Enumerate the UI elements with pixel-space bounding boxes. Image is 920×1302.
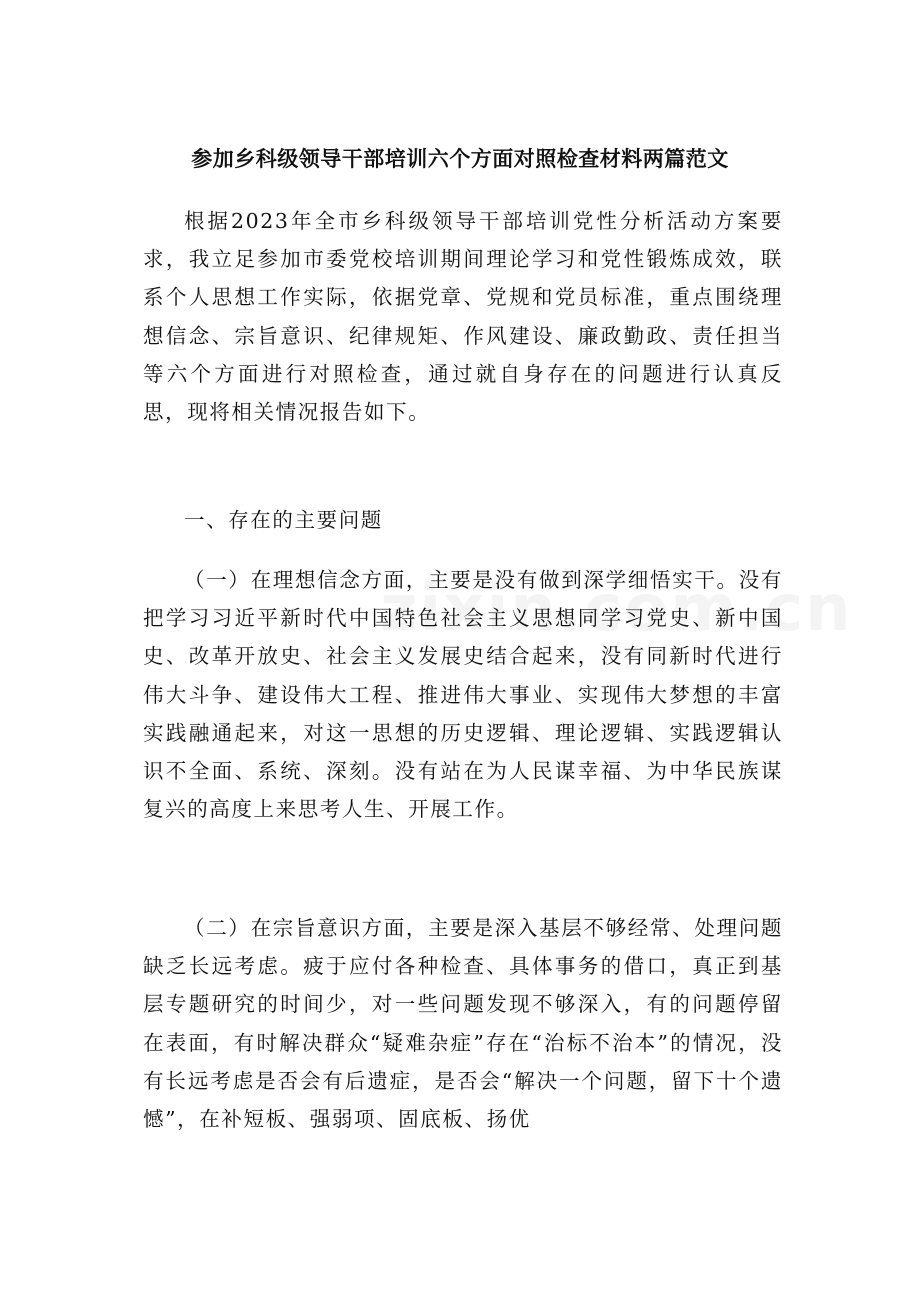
paragraph-ideals: （一）在理想信念方面，主要是没有做到深学细悟实干。没有把学习习近平新时代中国特色社会主义思想同学习党史、新中国史、改革开放史、社会主义发展史结合起来，没有同新时代进行伟大斗争、建设伟大工程、推进伟大事业、实现伟大梦想的丰富实践融通起来，对这一思想的历史逻辑、理论逻辑、实践逻辑认识不全面、系统、深刻。没有站在为人民谋幸福、为中华民族谋复兴的高度上来思考人生、开展工作。 bbox=[143, 568, 783, 822]
document-title: 参加乡科级领导干部培训六个方面对照检查材料两篇范文 bbox=[191, 147, 729, 171]
paragraph-purpose: （二）在宗旨意识方面，主要是深入基层不够经常、处理问题缺乏长远考虑。疲于应付各种检查、具体事务的借口，真正到基层专题研究的时间少，对一些问题发现不够深入，有的问题停留在表面，有时解决群众“疑难杂症”存在“治标不治本”的情况，没有长远考虑是否会有后遗症，是否会“解决一个问题，留下十个遗憾”，在补短板、强弱项、固底板、扬优 bbox=[143, 916, 783, 1132]
paragraph-intro: 根据2023年全市乡科级领导干部培训党性分析活动方案要求，我立足参加市委党校培训期间理论学习和党性锻炼成效，联系个人思想工作实际，依据党章、党规和党员标准，重点围绕理想信念、宗旨意识、纪律规矩、作风建设、廉政勤政、责任担当等六个方面进行对照检查，通过就自身存在的问题进行认真反思，现将相关情况报告如下。 bbox=[143, 209, 783, 425]
section-heading-1: 一、存在的主要问题 bbox=[184, 508, 383, 532]
